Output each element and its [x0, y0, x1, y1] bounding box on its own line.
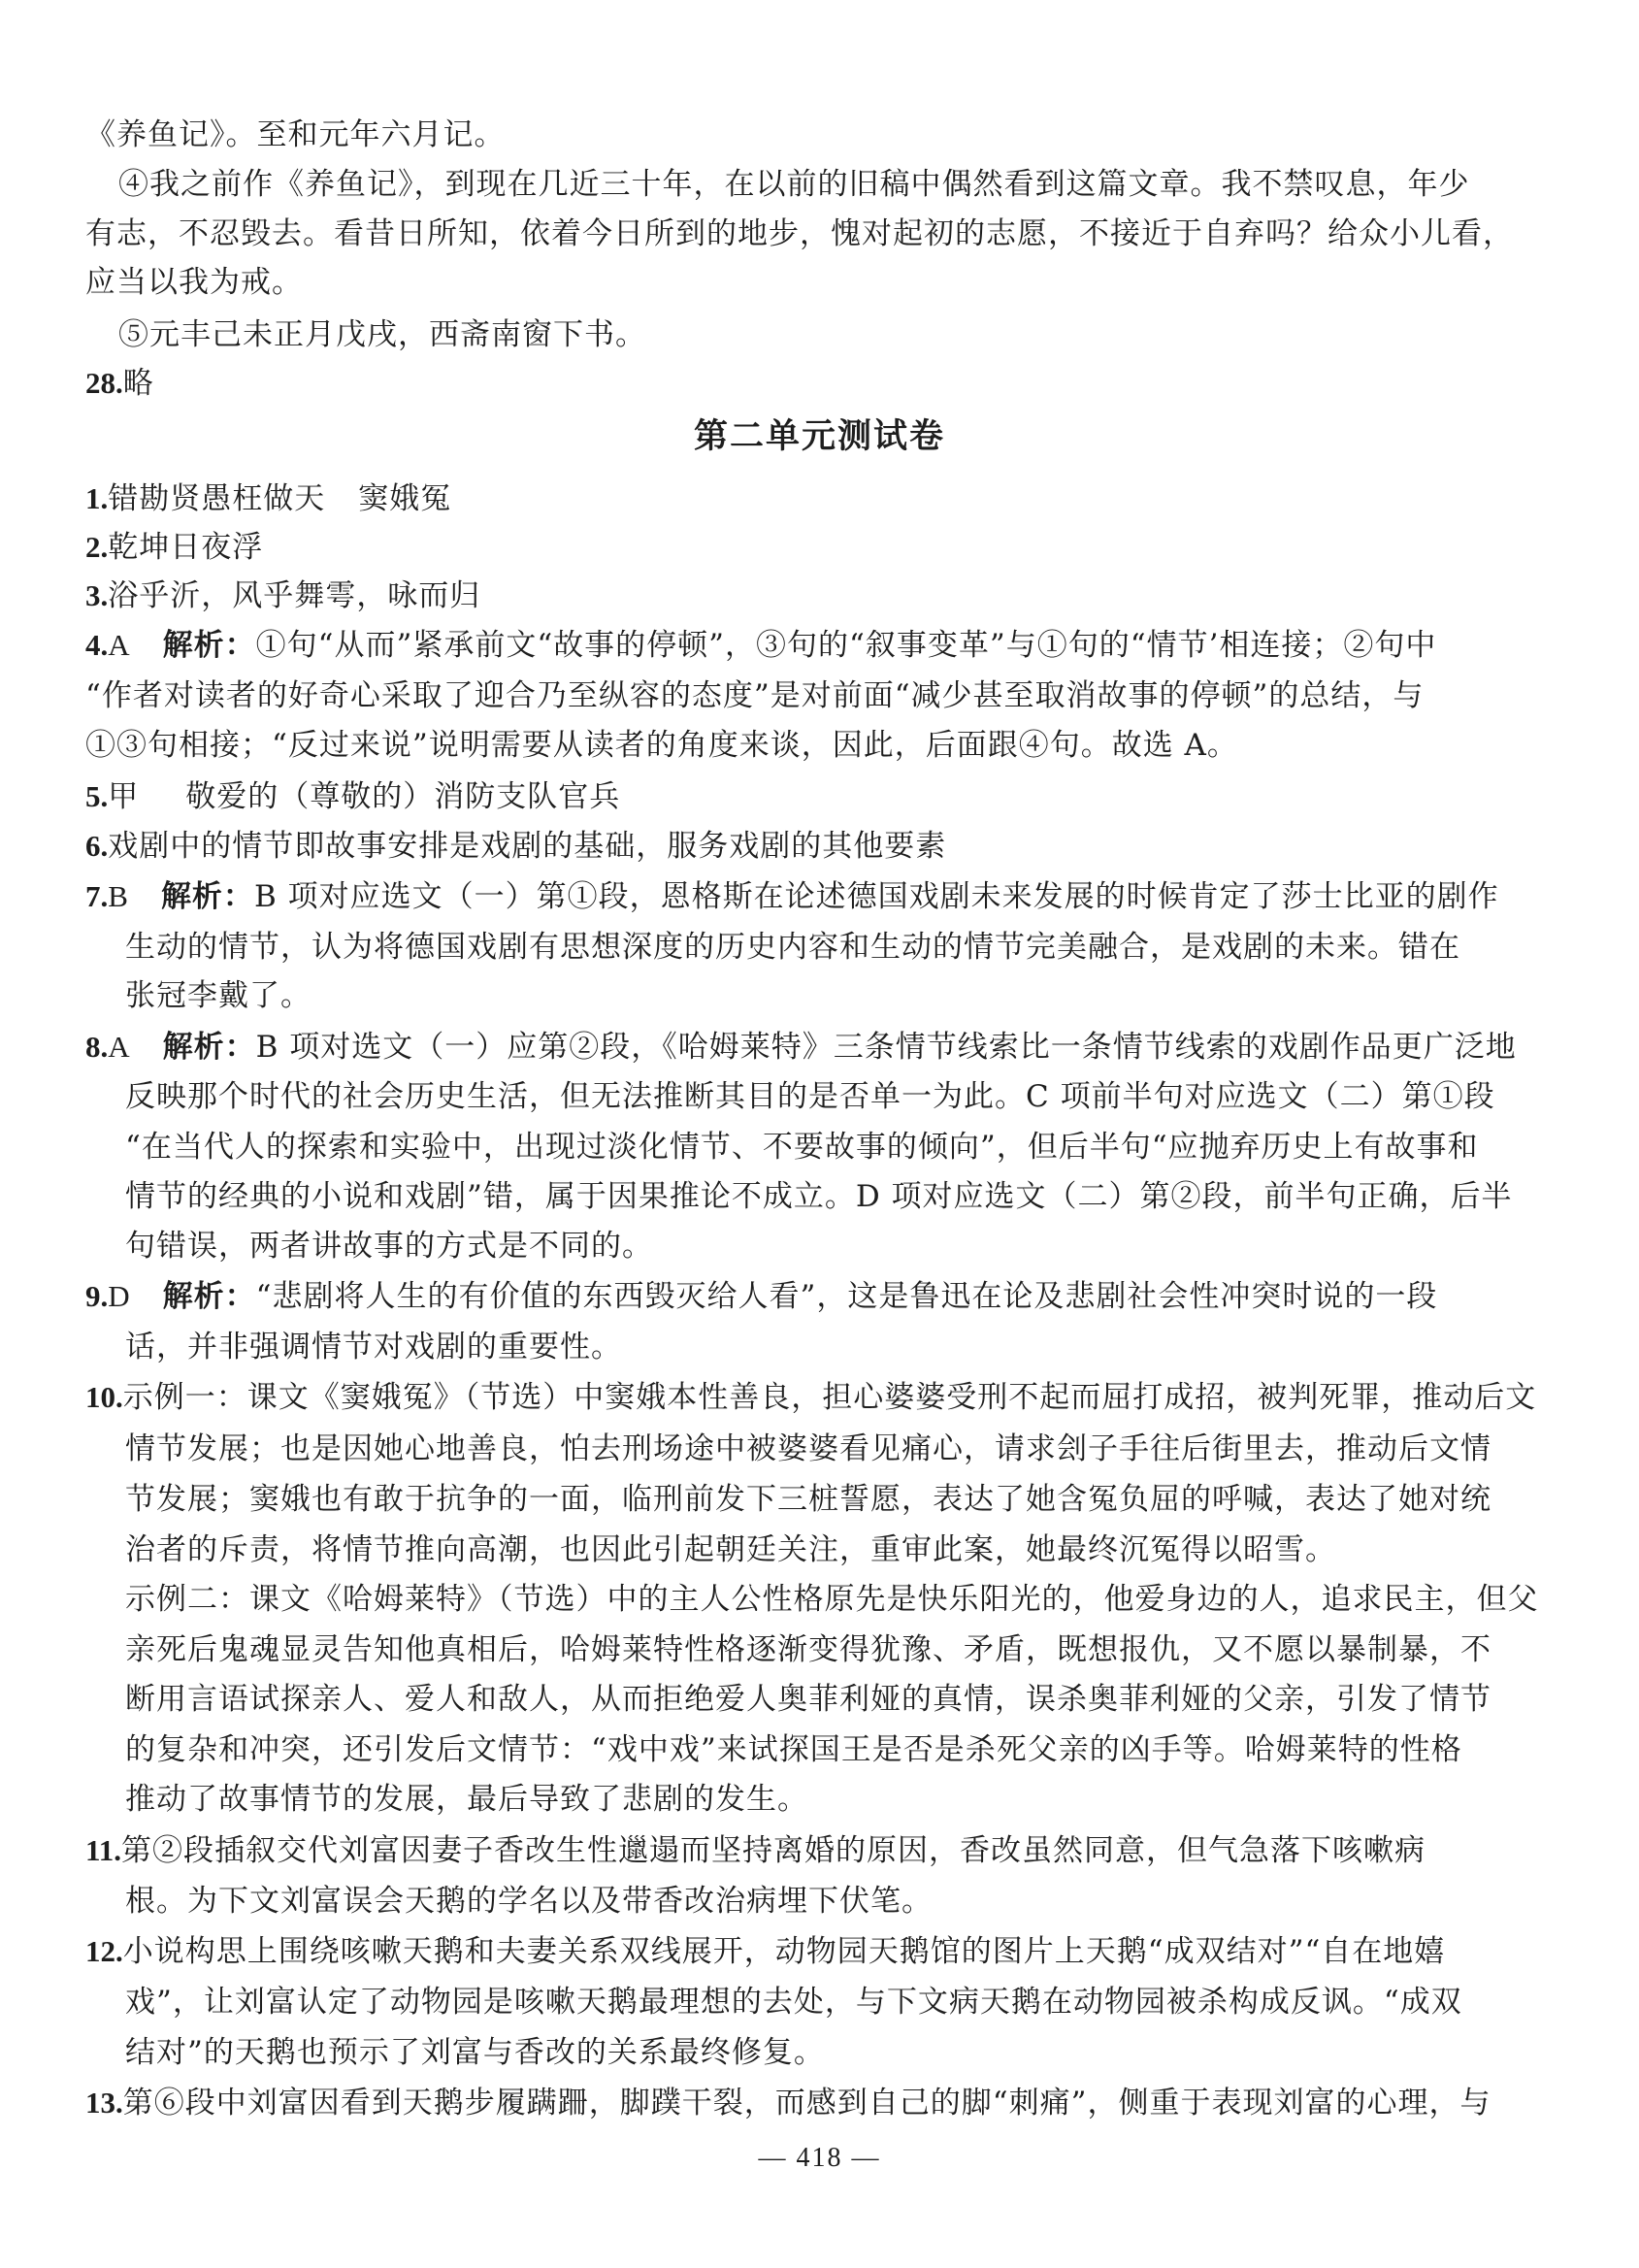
answer-text: 结对”的天鹅也预示了刘富与香改的关系最终修复。 [125, 2035, 825, 2070]
answer-continuation [125, 1227, 653, 1265]
question-number: 12. [85, 1934, 123, 1968]
answer-continuation [125, 1177, 1513, 1216]
analysis-text: ①句“从而”紧承前文“故事的停顿”，③句的“叙事变革”与①句的“情节’相连接；②句中 [255, 628, 1437, 663]
answer-continuation [125, 1077, 1495, 1116]
answer-continuation [125, 928, 1460, 967]
answer-text: 示例二：课文《哈姆莱特》（节选）中的主人公性格原先是快乐阳光的，他爱身边的人，追求民主，但父 [125, 1582, 1539, 1617]
answer-continuation [125, 1780, 808, 1819]
answer-continuation [125, 1730, 1462, 1769]
analysis-text: ①③句相接；“反过来说”说明需要从读者的角度来谈，因此，后面跟④句。故选 A。 [85, 728, 1238, 763]
question-number: 1. [85, 481, 109, 515]
prev-text-line [85, 214, 1514, 253]
answer-item-5 [85, 777, 620, 816]
answer-text: 第②段插叙交代刘富因妻子香改生性邋遢而坚持离婚的原因，香改虽然同意，但气急落下咳嗽病 [121, 1833, 1426, 1868]
analysis-text: 张冠李戴了。 [125, 978, 311, 1013]
analysis-label: 解析： [162, 1030, 256, 1065]
prev-text-line [118, 315, 646, 354]
answer-text: 乾坤日夜浮 [108, 530, 264, 565]
text: ④我之前作《养鱼记》，到现在几近三十年，在以前的旧稿中偶然看到这篇文章。我不禁叹息，年少 [118, 167, 1470, 202]
question-number: 10. [85, 1380, 123, 1414]
question-number: 8. [85, 1030, 109, 1064]
answer-continuation [125, 1680, 1491, 1719]
answer-item-4 [85, 626, 1436, 665]
text: 应当以我为戒。 [85, 265, 303, 300]
answer-item-8 [85, 1028, 1517, 1067]
answer-text: 略 [122, 366, 154, 401]
answer-item-2 [85, 528, 263, 567]
answer-text: 亲死后鬼魂显灵告知他真相后，哈姆莱特性格逐渐变得犹豫、矛盾，既想报仇，又不愿以暴制暴，不 [125, 1632, 1491, 1667]
answer-continuation [125, 1580, 1539, 1619]
answer-continuation [85, 726, 1238, 765]
answer-item-13 [85, 2084, 1491, 2122]
answer-letter: D [108, 1279, 130, 1313]
text: 《养鱼记》。至和元年六月记。 [85, 117, 506, 152]
answer-continuation [125, 2033, 825, 2072]
question-number: 4. [85, 628, 109, 662]
answer-item-28 [85, 364, 154, 403]
analysis-text: 生动的情节，认为将德国戏剧有思想深度的历史内容和生动的情节完美融合，是戏剧的未来。错在 [125, 930, 1460, 965]
question-number: 9. [85, 1279, 109, 1313]
question-number: 7. [85, 879, 109, 913]
text: 有志，不忍毁去。看昔日所知，依着今日所到的地步，愧对起初的志愿，不接近于自弃吗？给众小儿看， [85, 216, 1514, 251]
answer-item-1 [85, 479, 451, 518]
answer-text: 甲 [108, 779, 140, 814]
analysis-text: 反映那个时代的社会历史生活，但无法推断其目的是否单一为此。C 项前半句对应选文（二）第①段 [125, 1079, 1495, 1114]
answer-text: 节发展；窦娥也有敢于抗争的一面，临刑前发下三桩誓愿，表达了她含冤负屈的呼喊，表达了她对统 [125, 1482, 1491, 1517]
answer-continuation [125, 976, 311, 1015]
answer-text: 错勘贤愚枉做天 [108, 481, 326, 516]
answer-text: 情节发展；也是因她心地善良，怕去刑场途中被婆婆看见痛心，请求刽子手往后街里去，推动后文情 [125, 1431, 1491, 1466]
answer-continuation [125, 1128, 1479, 1167]
answer-item-6 [85, 827, 946, 866]
answer-text: 推动了故事情节的发展，最后导致了悲剧的发生。 [125, 1782, 808, 1817]
answer-continuation [125, 1530, 1336, 1569]
answer-letter: B [108, 879, 128, 913]
answer-text: 戏剧中的情节即故事安排是戏剧的基础，服务戏剧的其他要素 [108, 829, 947, 864]
answer-text: 示例一：课文《窦娥冤》（节选）中窦娥本性善良，担心婆婆受刑不起而屈打成招，被判死罪，推动后文 [122, 1380, 1537, 1415]
answer-item-9 [85, 1277, 1437, 1316]
answer-text: 小说构思上围绕咳嗽天鹅和夫妻关系双线展开，动物园天鹅馆的图片上天鹅“成双结对”“自在地嬉 [122, 1934, 1446, 1969]
analysis-text: B 项对应选文（一）第①段，恩格斯在论述德国戏剧未来发展的时候肯定了莎士比亚的剧作 [253, 879, 1499, 914]
question-number: 11. [85, 1833, 122, 1867]
page-number: — 418 — [758, 2143, 881, 2173]
answer-text: 根。为下文刘富误会天鹅的学名以及带香改治病埋下伏笔。 [125, 1884, 933, 1919]
question-number: 3. [85, 578, 109, 612]
prev-text-line [118, 165, 1470, 204]
answer-text: 戏”，让刘富认定了动物园是咳嗽天鹅最理想的去处，与下文病天鹅在动物园被杀构成反讽。“成双 [125, 1985, 1462, 2020]
analysis-text: 句错误，两者讲故事的方式是不同的。 [125, 1229, 653, 1264]
answer-continuation [125, 1630, 1491, 1669]
answer-continuation [85, 676, 1424, 715]
answer-text: 的复杂和冲突，还引发后文情节：“戏中戏”来试探国王是否是杀死父亲的凶手等。哈姆莱特的性格 [125, 1732, 1462, 1767]
question-number: 2. [85, 530, 109, 564]
answer-item-10 [85, 1378, 1536, 1417]
question-number: 28. [85, 366, 123, 400]
answer-item-7 [85, 877, 1499, 916]
answer-text: 治者的斥责，将情节推向高潮，也因此引起朝廷关注，重审此案，她最终沉冤得以昭雪。 [125, 1532, 1336, 1567]
question-number: 6. [85, 829, 109, 863]
analysis-label: 解析： [162, 1279, 256, 1314]
answer-continuation [125, 1882, 933, 1921]
analysis-text: 话，并非强调情节对戏剧的重要性。 [125, 1330, 622, 1364]
answer-text: 断用言语试探亲人、爱人和敌人，从而拒绝爱人奥菲利娅的真情，误杀奥菲利娅的父亲，引发了情节 [125, 1682, 1491, 1717]
answer-item-12 [85, 1932, 1445, 1971]
answer-text: 窦娥冤 [358, 481, 452, 516]
answer-item-11 [85, 1831, 1426, 1870]
answer-continuation [125, 1328, 622, 1366]
answer-continuation [125, 1430, 1491, 1468]
prev-text-line [85, 263, 303, 302]
answer-text: 第⑥段中刘富因看到天鹅步履蹒跚，脚蹼干裂，而感到自己的脚“刺痛”，侧重于表现刘富的心理，与 [122, 2086, 1491, 2120]
answer-text: 敬爱的（尊敬的）消防支队官兵 [185, 779, 621, 814]
answer-continuation [125, 1983, 1462, 2021]
analysis-text: “悲剧将人生的有价值的东西毁灭给人看”，这是鲁迅在论及悲剧社会性冲突时说的一段 [255, 1279, 1438, 1314]
analysis-text: 情节的经典的小说和戏剧”错，属于因果推论不成立。D 项对应选文（二）第②段，前半句正确，后半 [125, 1179, 1513, 1214]
analysis-label: 解析： [162, 628, 256, 663]
answer-continuation [125, 1480, 1491, 1519]
prev-text-line [85, 115, 506, 154]
answer-text: 浴乎沂，风乎舞雩，咏而归 [108, 578, 481, 613]
question-number: 13. [85, 2086, 123, 2120]
analysis-text: “作者对读者的好奇心采取了迎合乃至纵容的态度”是对前面“减少甚至取消故事的停顿”的总结，与 [85, 678, 1425, 713]
answer-item-3 [85, 576, 480, 615]
question-number: 5. [85, 779, 109, 813]
analysis-label: 解析： [160, 879, 254, 914]
section-title: 第二单元测试卷 [693, 416, 945, 456]
text: ⑤元丰己未正月戊戌，西斋南窗下书。 [118, 317, 646, 352]
analysis-text: “在当代人的探索和实验中，出现过淡化情节、不要故事的倾向”，但后半句“应抛弃历史上有故事和 [125, 1130, 1479, 1165]
answer-letter: A [108, 628, 130, 662]
analysis-text: B 项对选文（一）应第②段，《哈姆莱特》三条情节线索比一条情节线索的戏剧作品更广泛地 [255, 1030, 1517, 1065]
answer-letter: A [108, 1030, 130, 1064]
